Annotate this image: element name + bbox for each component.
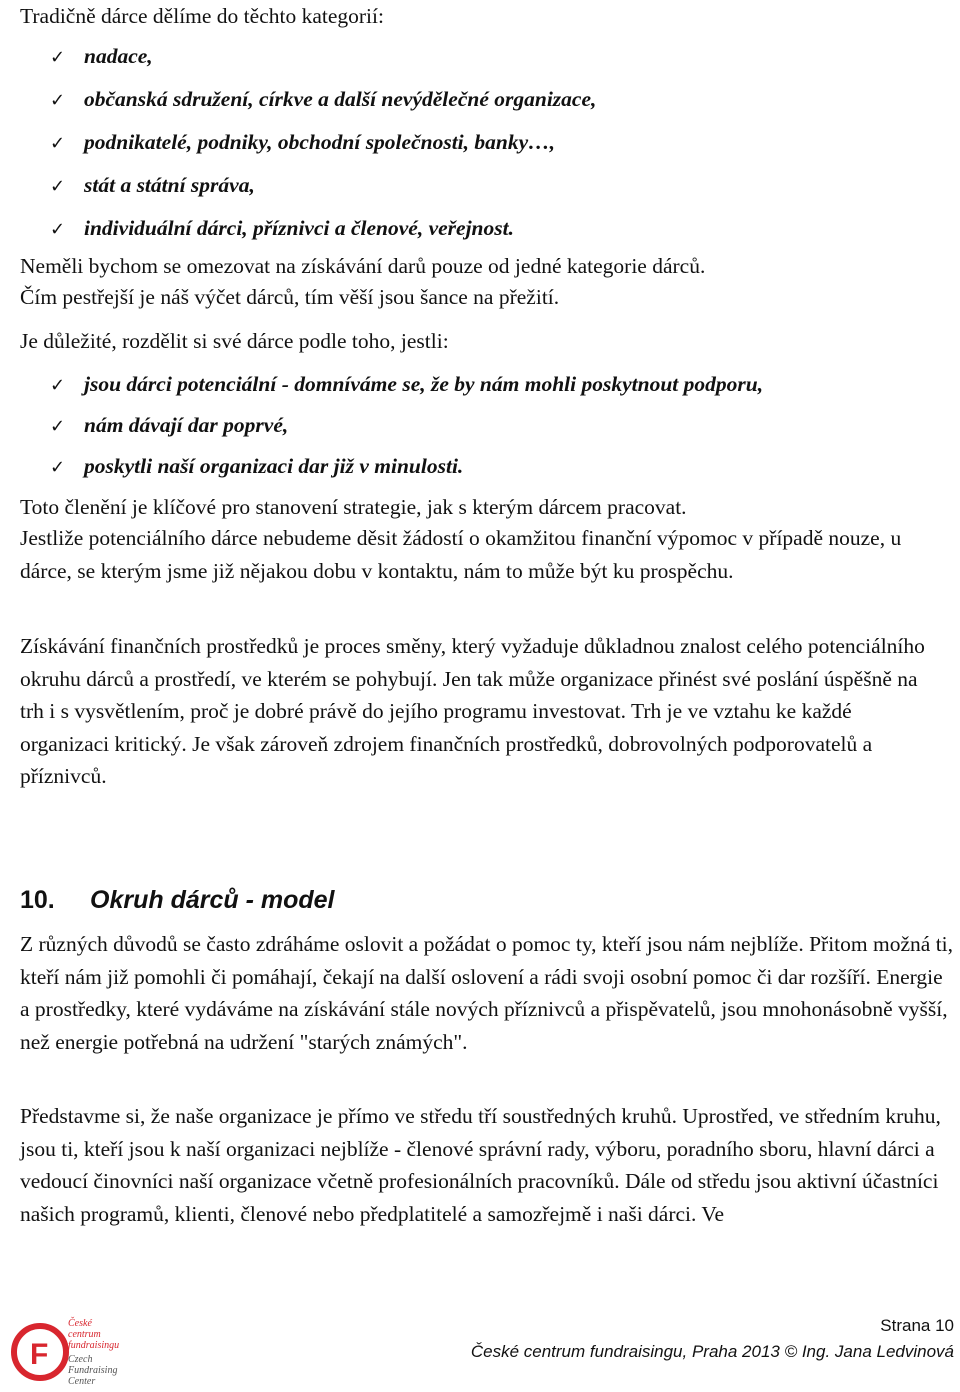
list-item: ✓ stát a státní správa, xyxy=(20,173,596,216)
checkmark-icon: ✓ xyxy=(50,47,66,68)
paragraph: Představme si, že naše organizace je přímo ve středu tří soustředných kruhů. Uprostřed, ve středním kruhu, jsou ti, kteří jsou k naší organizaci nejblíže - členové správní rady, výboru, poradního sboru, hlavní dárci a vedoucí činovníci naší organizace včetně profesionálních pracovníků. Dále od středu jsou aktivní účastníci našich programů, klienti, členové nebo předplatitelé a samozřejmě i naši dárci. Ve xyxy=(20,1104,941,1226)
checkmark-icon: ✓ xyxy=(50,416,66,437)
svg-text:České: České xyxy=(68,1318,92,1329)
paragraph-line: Toto členění je klíčové pro stanovení strategie, jak s kterým dárcem pracovat. xyxy=(20,495,687,519)
svg-text:fundraisingu: fundraisingu xyxy=(68,1340,120,1351)
intro-text: Tradičně dárce dělíme do těchto kategorií: xyxy=(20,4,384,28)
list-item: ✓ podnikatelé, podniky, obchodní společnosti, banky…, xyxy=(20,130,596,173)
svg-text:centrum: centrum xyxy=(68,1329,101,1340)
paragraph: Získávání finančních prostředků je proces směny, který vyžaduje důkladnou znalost celého potenciálního okruhu dárců a prostředí, ve kterém se pohybují. Jen tak může organizace přinést své poslání úspěšně na trh i s vysvětlením, proč je dobré právě do jejího programu investovat. Trh je ve vztahu ke každé organizaci kritický. Je však zároveň zdrojem finančních prostředků, dobrovolných podporovatelů a příznivců. xyxy=(20,634,925,788)
section-heading: 10. Okruh dárců - model xyxy=(20,886,335,914)
footer-credit: České centrum fundraisingu, Praha 2013 © Ing. Jana Ledvinová xyxy=(470,1342,954,1361)
checkmark-icon: ✓ xyxy=(50,90,66,111)
svg-text:F: F xyxy=(30,1338,49,1371)
paragraph-line: Čím pestřejší je náš výčet dárců, tím věší jsou šance na přežití. xyxy=(20,285,560,309)
list-item: ✓ poskytli naší organizaci dar již v minulosti. xyxy=(20,454,763,495)
ccf-logo-icon xyxy=(10,1312,130,1390)
list-item: ✓ nám dávají dar poprvé, xyxy=(20,413,763,454)
checkmark-icon: ✓ xyxy=(50,219,66,240)
criteria-list xyxy=(20,372,763,495)
paragraph: Z různých důvodů se často zdráháme oslovit a požádat o pomoc ty, kteří jsou nám nejblíže. Přitom možná ti, kteří nám již pomohli či pomáhají, čekají na další oslovení a rádi svoji osobní pomoc či dar rozšíří. Energie a prostředky, které vydáváme na získávání stále nových příznivců a přispěvatelů, jsou mnohonásobně vyšší, než energie potřebná na udržení "starých známých". xyxy=(20,932,954,1054)
list-item: ✓ jsou dárci potenciální - domníváme se, že by nám mohli poskytnout podporu, xyxy=(20,372,763,413)
svg-text:Center: Center xyxy=(68,1376,96,1387)
paragraph: Jestliže potenciálního dárce nebudeme děsit žádostí o okamžitou finanční výpomoc v případě nouze, u dárce, se kterým jsme již nějakou dobu v kontaktu, nám to může být ku prospěchu. xyxy=(20,526,902,583)
svg-text:Czech: Czech xyxy=(68,1354,93,1365)
checkmark-icon: ✓ xyxy=(50,133,66,154)
checkmark-icon: ✓ xyxy=(50,457,66,478)
svg-text:Fundraising: Fundraising xyxy=(68,1365,118,1376)
page-number: Strana 10 xyxy=(880,1316,954,1335)
page-footer xyxy=(0,1300,960,1392)
checkmark-icon: ✓ xyxy=(50,176,66,197)
list-item: ✓ občanská sdružení, církve a další nevýdělečné organizace, xyxy=(20,87,596,130)
list-item: ✓ individuální dárci, příznivci a členové, veřejnost. xyxy=(20,216,596,259)
category-list xyxy=(20,44,596,259)
intro-text: Je důležité, rozdělit si své dárce podle toho, jestli: xyxy=(20,329,449,353)
list-item: ✓ nadace, xyxy=(20,44,596,87)
paragraph-line: Neměli bychom se omezovat na získávání darů pouze od jedné kategorie dárců. xyxy=(20,254,706,278)
checkmark-icon: ✓ xyxy=(50,375,66,396)
